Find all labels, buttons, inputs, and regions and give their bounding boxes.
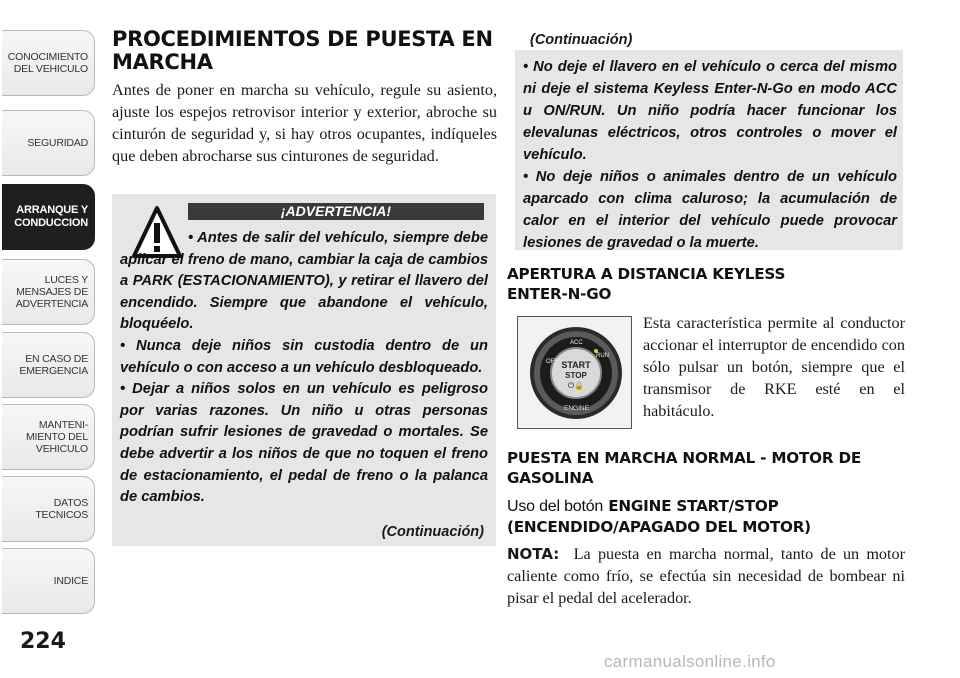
engine-label: ENGINE xyxy=(564,405,589,412)
left-column xyxy=(112,28,497,167)
tab-emergencia[interactable]: EN CASO DE EMERGENCIA xyxy=(2,332,95,398)
warning-item: • No deje el llavero en el vehículo o cerca del mismo ni deje el sistema Keyless Enter-N-Go en modo ACC u ON/RUN. Un niño podría hacer funcionar los elevalunas eléctricos, otros controles o mover el vehículo. xyxy=(523,59,897,163)
tab-datos[interactable]: DATOS TECNICOS xyxy=(2,476,95,542)
watermark: carmanualsonline.info xyxy=(604,652,776,671)
warning-box-continued xyxy=(515,50,903,250)
warning-text xyxy=(120,228,488,509)
continuation-label: (Continuación) xyxy=(381,524,484,540)
heading-keyless: APERTURA A DISTANCIA KEYLESS ENTER-N-GO xyxy=(507,265,786,303)
subheading-prefix: Uso del botón xyxy=(507,498,604,515)
tab-indice[interactable]: INDICE xyxy=(2,548,95,614)
tab-mantenimiento[interactable]: MANTENI- MIENTO DEL VEHICULO xyxy=(2,404,95,470)
nota-paragraph xyxy=(507,543,905,609)
off-label: OFF xyxy=(546,359,558,365)
warning-title: ¡ADVERTENCIA! xyxy=(188,203,484,220)
nota-label: NOTA: xyxy=(507,545,560,563)
subheading-button xyxy=(507,496,907,537)
start-label: START xyxy=(561,360,591,370)
warning-box xyxy=(112,194,496,546)
keyless-paragraph: Esta característica permite al conductor accionar el interruptor de encendido con sólo pulsar un botón, siempre que el transmisor de RKE esté en el habitáculo. xyxy=(643,314,905,420)
continuation-top: (Continuación) xyxy=(530,32,633,48)
warning-text-continued xyxy=(523,56,897,254)
tab-luces[interactable]: LUCES Y MENSAJES DE ADVERTENCIA xyxy=(2,259,95,325)
tab-arranque[interactable]: ARRANQUE Y CONDUCCION xyxy=(2,184,95,250)
section-heading: PROCEDIMIENTOS DE PUESTA EN MARCHA xyxy=(112,27,493,74)
stop-label: STOP xyxy=(565,371,587,380)
svg-text:⏻🔒: ⏻🔒 xyxy=(567,381,585,390)
warning-item: • Dejar a niños solos en un vehículo es peligroso por varias razones. Un niño u otras personas podrían sufrir lesiones de gravedad o mortales. Se debe advertir a los niños de que no toquen el freno de estacionamiento, el pedal de freno o la palanca de cambios. xyxy=(120,381,488,506)
tab-conocimiento[interactable]: CONOCIMIENTO DEL VEHICULO xyxy=(2,30,95,96)
page-number: 224 xyxy=(20,629,66,654)
heading-normal-start: PUESTA EN MARCHA NORMAL - MOTOR DE GASOLINA xyxy=(507,449,862,487)
warning-item: • Antes de salir del vehículo, siempre debe aplicar el freno de mano, cambiar la caja de cambios a PARK (ESTACIONAMIENTO), y retirar el llavero del encendido. Siempre que abandone el vehículo, bloquéelo. xyxy=(120,230,488,333)
warning-item: • Nunca deje niños sin custodia dentro de un vehículo o con acceso a un vehículo desbloqueado. xyxy=(120,337,488,376)
run-label: RUN xyxy=(596,353,609,359)
subheading-bold: ENGINE START/STOP (ENCENDIDO/APAGADO DEL MOTOR) xyxy=(507,497,811,536)
start-stop-button-image xyxy=(517,316,632,429)
nota-text: La puesta en marcha normal, tanto de un motor caliente como frío, se efectúa sin necesidad de bombear ni pisar el pedal del acelerador. xyxy=(507,545,906,607)
acc-label: ACC xyxy=(570,340,583,346)
warning-item: • No deje niños o animales dentro de un vehículo aparcado con clima caluroso; la acumulación de calor en el interior del vehículo puede provocar lesiones de gravedad o la muerte. xyxy=(523,169,897,251)
start-button-icon xyxy=(518,317,631,428)
tab-seguridad[interactable]: SEGURIDAD xyxy=(2,110,95,176)
intro-paragraph: Antes de poner en marcha su vehículo, regule su asiento, ajuste los espejos retrovisor interior y exterior, abroche su cinturón de seguridad y, si hay otros ocupantes, indíqueles que deben abrocharse sus cinturones de seguridad. xyxy=(112,81,497,165)
